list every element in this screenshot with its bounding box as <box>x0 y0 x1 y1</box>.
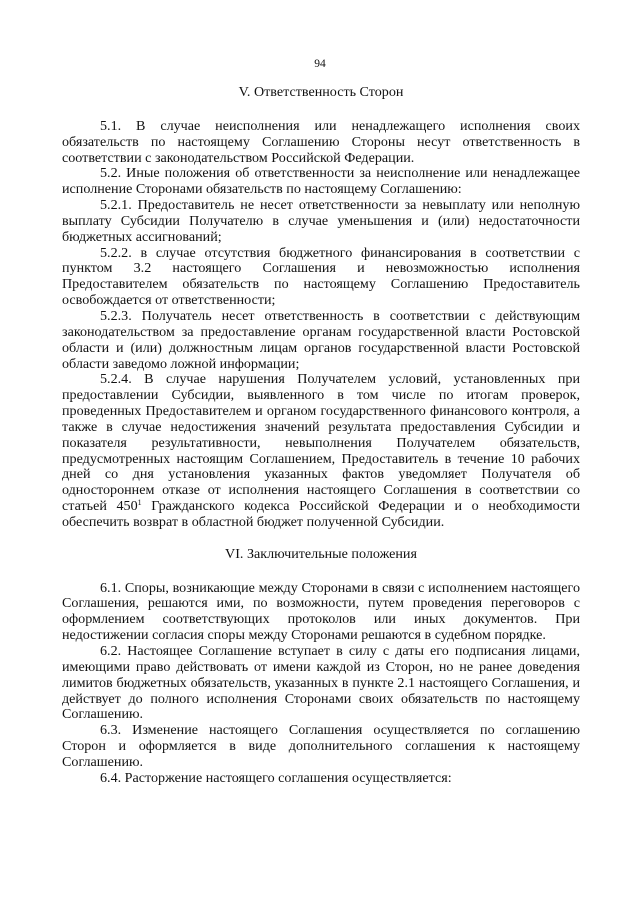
paragraph-6-2: 6.2. Настоящее Соглашение вступает в силу с даты его подписания лицами, имеющими право действовать от имени каждой из Сторон, но не ранее доведения лимитов бюджетных обязательств, указанных в пункте 2.1 настоящего Соглашения, и действует до полного исполнения Сторонами своих обязательств по настоящему Соглашению. <box>62 643 580 723</box>
paragraph-5-2-4-text-end: Гражданского кодекса Российской Федерации и о необходимости обеспечить возврат в областной бюджет полученной Субсидии. <box>62 498 580 530</box>
paragraph-6-1: 6.1. Споры, возникающие между Сторонами в связи с исполнением настоящего Соглашения, решаются ими, по возможности, путем проведения переговоров с оформлением соответствующих протоколов или иных документов. При недостижении согласия споры между Сторонами решаются в судебном порядке. <box>62 579 580 644</box>
article-superscript: 1 <box>137 498 142 508</box>
section-heading-responsibility: V. Ответственность Сторон <box>238 84 404 100</box>
paragraph-5-1: 5.1. В случае неисполнения или ненадлежащего исполнения своих обязательств по настоящему Соглашению Стороны несут ответственность в соответствии с законодательством Российской Федерации. <box>62 117 580 166</box>
paragraph-6-3: 6.3. Изменение настоящего Соглашения осуществляется по соглашению Сторон и оформляется в виде дополнительного соглашения к настоящему Соглашению. <box>62 722 580 770</box>
paragraph-5-2-4 <box>62 372 580 530</box>
paragraph-5-2-1: 5.2.1. Предоставитель не несет ответственности за невыплату или неполную выплату Субсидии Получателю в случае уменьшения и (или) недостаточности бюджетных ассигнований; <box>62 197 580 245</box>
paragraph-6-4: 6.4. Расторжение настоящего соглашения осуществляется: <box>100 769 452 786</box>
section-heading-final-provisions: VI. Заключительные положения <box>225 545 417 562</box>
paragraph-5-2: 5.2. Иные положения об ответственности за неисполнение или ненадлежащее исполнение Сторонами обязательств по настоящему Соглашению: <box>62 165 580 198</box>
paragraph-5-2-3: 5.2.3. Получатель несет ответственность в соответствии с действующим законодательством за предоставление органам государственной власти Ростовской области и (или) должностным лицам органов государственной власти Ростовской области заведомо ложной информации; <box>62 307 580 372</box>
document-body <box>62 85 580 787</box>
paragraph-5-2-2: 5.2.2. в случае отсутствия бюджетного финансирования в соответствии с пунктом 3.2 настоящего Соглашения и невозможностью исполнения Предоставителем обязательств по настоящему Соглашению Предоставитель освобождается от ответственности; <box>62 244 580 309</box>
page-number: 94 <box>314 58 326 70</box>
paragraph-5-2-4-text: 5.2.4. В случае нарушения Получателем условий, установленных при предоставлении Субсидии, выявленного в том числе по итогам проверок, проведенных Предоставителем и органом государственного финансового контроля, а также в случае недостижения значений результата предоставления Субсидии и показателя результативности, невыполнения Получателем обязательств, предусмотренных настоящим Соглашением, Предоставитель в течение 10 рабочих дней со дня установления указанных фактов уведомляет Получателя об одностороннем отказе от исполнения настоящего Соглашения в соответствии со статьей 450 <box>62 371 580 515</box>
